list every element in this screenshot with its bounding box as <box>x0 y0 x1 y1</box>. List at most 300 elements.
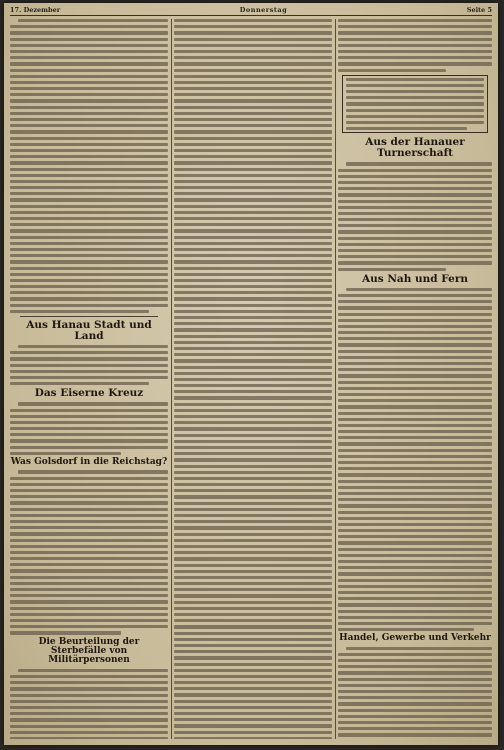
text-line <box>338 548 492 551</box>
masthead-rule <box>10 15 492 16</box>
text-line <box>174 155 332 158</box>
text-line <box>10 706 168 709</box>
text-line <box>10 508 168 511</box>
text-line <box>346 78 484 81</box>
text-line <box>174 242 332 245</box>
text-line <box>338 237 492 240</box>
text-line <box>10 477 168 480</box>
text-line <box>174 638 332 641</box>
text-line <box>174 229 332 232</box>
text-line <box>10 409 168 412</box>
text-line <box>338 498 492 501</box>
text-line <box>10 551 168 554</box>
text-line <box>10 248 168 251</box>
text-line <box>338 455 492 458</box>
text-line <box>174 378 332 381</box>
text-line <box>10 588 168 591</box>
article-text <box>10 669 168 739</box>
text-line <box>174 675 332 678</box>
text-line <box>10 607 168 610</box>
text-line <box>338 702 492 705</box>
text-line <box>338 69 446 72</box>
text-line <box>174 347 332 350</box>
text-line <box>338 473 492 476</box>
issue-date: 17. Dezember <box>10 6 61 14</box>
text-line <box>174 56 332 59</box>
text-line <box>338 628 474 631</box>
text-line <box>10 357 168 360</box>
notice-box <box>342 75 488 134</box>
text-line <box>10 106 168 109</box>
text-line <box>10 186 168 189</box>
text-line <box>174 31 332 34</box>
text-line <box>10 563 168 566</box>
text-line <box>174 366 332 369</box>
text-line <box>338 405 492 408</box>
text-line <box>174 69 332 72</box>
text-line <box>174 520 332 523</box>
text-line <box>10 376 168 379</box>
text-line <box>10 427 168 430</box>
text-line <box>346 90 484 93</box>
text-line <box>346 121 484 124</box>
text-line <box>338 412 492 415</box>
text-line <box>10 31 168 34</box>
text-line <box>338 541 492 544</box>
text-line <box>338 255 492 258</box>
text-line <box>338 44 492 47</box>
text-line <box>338 597 492 600</box>
text-line <box>10 93 168 96</box>
text-line <box>338 461 492 464</box>
text-line <box>338 249 492 252</box>
text-line <box>174 471 332 474</box>
column-1 <box>10 19 168 739</box>
text-line <box>10 124 168 127</box>
column-divider <box>335 19 336 739</box>
text-line <box>174 310 332 313</box>
text-line <box>174 124 332 127</box>
text-line <box>174 99 332 102</box>
article-text <box>338 647 492 739</box>
text-line <box>174 526 332 529</box>
text-line <box>10 242 168 245</box>
text-line <box>346 96 484 99</box>
text-line <box>338 690 492 693</box>
text-line <box>10 545 168 548</box>
text-line <box>174 718 332 721</box>
text-line <box>10 483 168 486</box>
text-line <box>174 731 332 734</box>
text-line <box>346 288 492 291</box>
text-line <box>338 169 492 172</box>
section-heading: Handel, Gewerbe und Verkehr <box>339 633 491 644</box>
text-line <box>174 322 332 325</box>
text-line <box>338 25 492 28</box>
text-line <box>174 582 332 585</box>
text-line <box>338 436 492 439</box>
text-line <box>174 143 332 146</box>
text-line <box>10 291 168 294</box>
text-line <box>338 671 492 674</box>
text-line <box>174 650 332 653</box>
text-line <box>338 50 492 53</box>
text-line <box>10 495 168 498</box>
text-line <box>174 656 332 659</box>
text-line <box>174 551 332 554</box>
article-text <box>338 162 492 270</box>
text-line <box>10 539 168 542</box>
text-line <box>174 607 332 610</box>
text-line <box>174 267 332 270</box>
text-line <box>174 180 332 183</box>
text-line <box>338 480 492 483</box>
text-line <box>174 384 332 387</box>
text-line <box>174 81 332 84</box>
text-line <box>174 564 332 567</box>
text-line <box>338 603 492 606</box>
text-line <box>338 218 492 221</box>
text-line <box>10 731 168 734</box>
text-line <box>10 229 168 232</box>
text-line <box>174 557 332 560</box>
text-line <box>338 362 492 365</box>
text-line <box>338 212 492 215</box>
text-line <box>174 328 332 331</box>
text-line <box>174 483 332 486</box>
text-line <box>10 619 168 622</box>
text-line <box>10 161 168 164</box>
text-line <box>174 390 332 393</box>
text-line <box>338 306 492 309</box>
text-line <box>174 446 332 449</box>
text-line <box>10 415 168 418</box>
text-line <box>174 223 332 226</box>
text-line <box>10 439 168 442</box>
text-line <box>174 372 332 375</box>
text-line <box>10 217 168 220</box>
text-line <box>10 625 168 628</box>
text-line <box>174 421 332 424</box>
text-line <box>338 294 492 297</box>
text-line <box>174 341 332 344</box>
text-line <box>10 297 168 300</box>
text-line <box>18 402 168 405</box>
text-line <box>174 706 332 709</box>
text-line <box>10 526 168 529</box>
text-line <box>174 236 332 239</box>
text-line <box>10 56 168 59</box>
text-line <box>10 267 168 270</box>
text-line <box>10 62 168 65</box>
text-line <box>338 337 492 340</box>
text-line <box>174 93 332 96</box>
text-line <box>174 25 332 28</box>
text-line <box>174 161 332 164</box>
text-line <box>338 399 492 402</box>
text-line <box>10 50 168 53</box>
text-line <box>18 345 168 348</box>
text-line <box>10 382 149 385</box>
text-line <box>174 279 332 282</box>
text-line <box>174 693 332 696</box>
text-line <box>10 718 168 721</box>
text-line <box>10 737 168 739</box>
text-line <box>338 424 492 427</box>
text-line <box>338 733 492 736</box>
text-line <box>338 268 446 271</box>
text-line <box>174 62 332 65</box>
text-line <box>174 217 332 220</box>
text-line <box>10 143 168 146</box>
text-line <box>10 168 168 171</box>
text-line <box>10 532 168 535</box>
text-line <box>174 514 332 517</box>
column-3 <box>338 19 492 739</box>
text-line <box>10 520 168 523</box>
text-line <box>174 687 332 690</box>
text-line <box>338 653 492 656</box>
article-text <box>10 402 168 455</box>
text-line <box>174 291 332 294</box>
section-heading: Das Eiserne Kreuz <box>34 387 144 400</box>
text-line <box>338 325 492 328</box>
text-line <box>174 205 332 208</box>
text-line <box>338 356 492 359</box>
text-line <box>338 591 492 594</box>
text-line <box>174 316 332 319</box>
text-line <box>174 452 332 455</box>
text-line <box>174 396 332 399</box>
text-line <box>174 539 332 542</box>
text-line <box>10 600 168 603</box>
text-line <box>174 106 332 109</box>
text-line <box>338 727 492 730</box>
text-line <box>174 44 332 47</box>
article-text <box>10 19 168 313</box>
text-line <box>174 273 332 276</box>
text-line <box>174 285 332 288</box>
text-line <box>174 663 332 666</box>
text-line <box>10 174 168 177</box>
text-line <box>174 458 332 461</box>
text-line <box>10 675 168 678</box>
text-line <box>174 489 332 492</box>
text-line <box>10 149 168 152</box>
text-line <box>338 206 492 209</box>
text-line <box>338 486 492 489</box>
text-line <box>174 335 332 338</box>
text-line <box>338 622 492 625</box>
text-line <box>338 200 492 203</box>
text-line <box>338 243 492 246</box>
text-line <box>174 174 332 177</box>
text-line <box>338 709 492 712</box>
text-line <box>338 442 492 445</box>
text-line <box>338 374 492 377</box>
text-line <box>338 696 492 699</box>
text-line <box>174 508 332 511</box>
text-line <box>338 56 492 59</box>
text-line <box>10 351 168 354</box>
article-text <box>338 19 492 72</box>
text-line <box>10 489 168 492</box>
text-line <box>338 610 492 613</box>
column-2 <box>174 19 332 739</box>
text-line <box>10 260 168 263</box>
text-line <box>174 260 332 263</box>
text-line <box>338 31 492 34</box>
text-line <box>174 737 332 739</box>
text-line <box>338 678 492 681</box>
text-line <box>10 681 168 684</box>
article-text <box>338 288 492 632</box>
text-line <box>10 254 168 257</box>
text-line <box>174 50 332 53</box>
text-line <box>174 297 332 300</box>
text-line <box>174 112 332 115</box>
article-text <box>10 345 168 385</box>
text-line <box>338 381 492 384</box>
text-line <box>338 430 492 433</box>
text-line <box>174 613 332 616</box>
text-line <box>346 162 492 165</box>
text-line <box>10 130 168 133</box>
text-line <box>10 569 168 572</box>
text-line <box>174 353 332 356</box>
text-line <box>174 619 332 622</box>
text-line <box>346 647 492 650</box>
text-line <box>10 236 168 239</box>
text-line <box>174 576 332 579</box>
text-line <box>10 192 168 195</box>
text-line <box>174 359 332 362</box>
text-line <box>10 223 168 226</box>
text-line <box>10 576 168 579</box>
text-line <box>10 81 168 84</box>
text-line <box>10 631 121 634</box>
text-line <box>10 304 168 307</box>
text-line <box>10 180 168 183</box>
text-line <box>174 38 332 41</box>
text-line <box>10 700 168 703</box>
text-line <box>174 415 332 418</box>
paper-name: Donnerstag <box>239 6 288 14</box>
text-line <box>10 446 168 449</box>
text-line <box>10 370 168 373</box>
section-heading: Aus Hanau Stadt und Land <box>26 319 152 343</box>
text-line <box>10 514 168 517</box>
text-line <box>10 75 168 78</box>
text-line <box>174 533 332 536</box>
text-line <box>10 725 168 728</box>
text-line <box>10 198 168 201</box>
text-line <box>10 501 168 504</box>
text-line <box>174 186 332 189</box>
text-line <box>174 588 332 591</box>
text-line <box>338 721 492 724</box>
text-line <box>174 570 332 573</box>
text-line <box>18 19 168 22</box>
text-line <box>174 192 332 195</box>
text-line <box>174 644 332 647</box>
text-line <box>174 700 332 703</box>
text-line <box>338 313 492 316</box>
text-line <box>338 511 492 514</box>
text-line <box>174 712 332 715</box>
text-line <box>10 285 168 288</box>
text-line <box>338 418 492 421</box>
text-line <box>174 87 332 90</box>
text-line <box>10 712 168 715</box>
text-line <box>174 681 332 684</box>
text-line <box>338 560 492 563</box>
text-line <box>10 112 168 115</box>
text-line <box>338 175 492 178</box>
text-line <box>174 465 332 468</box>
text-line <box>338 504 492 507</box>
text-line <box>10 364 168 367</box>
text-line <box>338 181 492 184</box>
text-line <box>174 130 332 133</box>
text-line <box>174 211 332 214</box>
text-line <box>338 193 492 196</box>
text-line <box>174 137 332 140</box>
text-line <box>338 523 492 526</box>
text-line <box>338 467 492 470</box>
text-line <box>10 273 168 276</box>
text-line <box>338 319 492 322</box>
column-divider <box>171 19 172 739</box>
text-line <box>338 585 492 588</box>
article-text <box>174 19 332 739</box>
text-line <box>346 127 467 130</box>
section-heading: Aus Nah und Fern <box>361 272 469 285</box>
text-line <box>338 300 492 303</box>
text-line <box>174 669 332 672</box>
text-line <box>174 724 332 727</box>
text-line <box>174 149 332 152</box>
section-heading: Aus der Hanauer Turnerschaft <box>365 136 465 160</box>
text-line <box>174 409 332 412</box>
text-line <box>346 102 484 105</box>
text-line <box>10 452 121 455</box>
text-line <box>10 613 168 616</box>
text-line <box>338 187 492 190</box>
text-line <box>346 115 484 118</box>
text-line <box>174 403 332 406</box>
masthead <box>10 5 492 15</box>
text-line <box>338 387 492 390</box>
article-text <box>10 470 168 634</box>
text-line <box>10 594 168 597</box>
text-line <box>338 62 492 65</box>
page-number: Seite 5 <box>466 6 492 14</box>
text-line <box>346 84 484 87</box>
text-line <box>10 87 168 90</box>
text-line <box>174 495 332 498</box>
text-line <box>174 304 332 307</box>
text-line <box>10 687 168 690</box>
text-line <box>18 470 168 473</box>
text-line <box>338 572 492 575</box>
text-line <box>10 205 168 208</box>
text-line <box>174 198 332 201</box>
text-line <box>338 684 492 687</box>
text-line <box>10 211 168 214</box>
text-line <box>338 616 492 619</box>
text-line <box>338 19 492 22</box>
